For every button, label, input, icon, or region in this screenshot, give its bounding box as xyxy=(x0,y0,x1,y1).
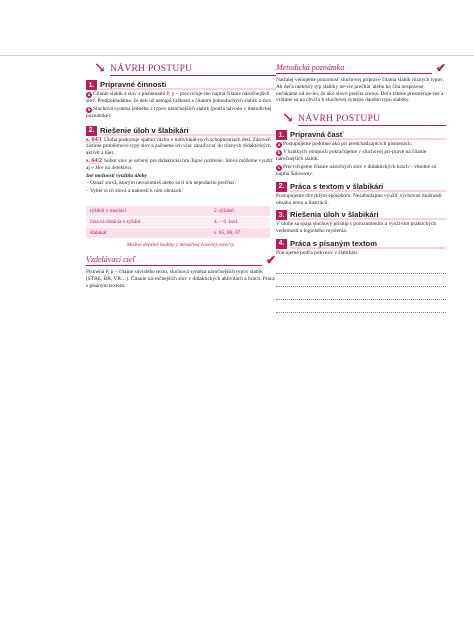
step-number: 4. xyxy=(276,239,287,249)
step-4-text: Pracujeme podľa pokynov v šlabikári. xyxy=(276,249,359,256)
bullet-b: b xyxy=(87,106,91,112)
step-1-item-c: c Precvičujeme čítanie náročných slov v didaktických hrách – vhodné sú najmä Šalovoniy. xyxy=(276,163,437,177)
right-column xyxy=(276,62,446,313)
checkmark-icon: ✔ xyxy=(435,61,446,75)
step-number: 3. xyxy=(276,210,287,220)
idea-item: – Vyber si tri slová a nakresli k nim obrázok. xyxy=(86,188,183,195)
bullet-b: b xyxy=(277,150,281,156)
step-1-item-b: b Sluchová syntéza jedného z typov náročnejších slabík (podľa návodu v metodickej poznámke). xyxy=(86,105,272,119)
idea-item: – Označ slová, ktorým nerozumieš alebo sa ti ich nepodarilo prečítať. xyxy=(86,180,237,187)
step-2-text: Postupujeme obvyklým spôsobom. Nezabúdajme využiť výchovné možnosti obsahu textu a ilustrácií. xyxy=(276,192,442,206)
method-note-heading xyxy=(276,62,446,74)
goal-heading xyxy=(86,254,276,266)
dotted-line xyxy=(276,263,446,274)
game-name: Tajné razítenie xyxy=(190,157,223,164)
step-number: 1. xyxy=(276,130,287,140)
step-1 xyxy=(276,130,446,140)
method-note-title: Metodická poznámka xyxy=(276,63,432,74)
table-cell-value: 4. – 6. hod. xyxy=(210,216,270,227)
table-cell-label: šlabikár xyxy=(86,227,210,238)
step-title: Riešenie úloh v šlabikári xyxy=(100,126,276,136)
step-title: Prípravné činnosti xyxy=(100,80,276,90)
table-cell-value: s. 65, 66, 67 xyxy=(210,227,270,238)
step-number: 2. xyxy=(86,126,97,136)
table-cell-label: časová dotácia v týždni xyxy=(86,216,210,227)
dotted-line xyxy=(276,276,446,287)
step-2 xyxy=(276,182,446,192)
notes-lines xyxy=(276,263,446,313)
table-row xyxy=(86,216,270,227)
bullet-a: a xyxy=(277,142,281,148)
step-1-item-a: a Čítanie slabík a slov s písmenami P, p – precvičuje-me najmä čítanie náročnejších slov. Predpokladáme, že deti už nemajú ťažkosti s čítaním jednoduchých slabík a slov. xyxy=(86,91,273,104)
task-64-2: s. 64/2 Súbor slov je určený pre didaktickú hru Tajné razítenie. Slová môžeme využiť aj v Hre na detektíva. xyxy=(86,157,273,171)
bullet-a: a xyxy=(87,92,91,97)
step-1-item-a: a Postupujeme podobne ako pri predchádzajúcich písmenách. xyxy=(277,141,413,148)
method-note-text: Naďalej venujeme pozornosť sluchovej príprave čítania slabík rôznych typov. Ak deťa niektorý typ slabiky ne-vie prečítať alebo ho číta nesprávne, nečakáme od ne-ho, že ako slovo prečíta znova. Deťa taktne presmeruje-me a vrátime sa na chvíľu k sluchovej syntéze daného typu slabiky. xyxy=(276,77,444,104)
dotted-line xyxy=(276,302,446,313)
step-number: 2. xyxy=(276,182,287,192)
step-1 xyxy=(86,80,276,90)
step-title: Práca s písaným textom xyxy=(290,239,446,249)
table-note: Možno doplniť hodiny z mesačnej časovej rezervy. xyxy=(126,241,236,248)
step-title: Práca s textom v šlabikári xyxy=(290,182,446,192)
step-title: Prípravná časť xyxy=(290,130,446,140)
step-4 xyxy=(276,239,446,249)
goal-title: Vzdelávací cieľ xyxy=(86,255,262,266)
goal-text: Písmená P, p – čítanie súvislého textu, sluchová syntéza náročnejších typov slabík (STRE, BR, VR…). Čítanie ná-ročnejších slov v didaktických aktivitách a hrách. Práca s písaným textom. xyxy=(86,268,275,289)
procedure-title: NÁVRH POSTUPU xyxy=(110,64,276,76)
step-2 xyxy=(86,126,276,136)
procedure-title: NÁVRH POSTUPU xyxy=(298,114,446,126)
table-cell-label: týždeň v mesiaci xyxy=(86,206,210,217)
task-64-1: s. 64/1 Úloha poskytuje spätnú väzbu o individuál-nych schopnostiach detí. Zároveň zistíme problémové typy slov a začneme ich viac zaraďovať do rôznych didaktických aktivít a hier. xyxy=(86,136,271,157)
arrow-icon: ↘ xyxy=(94,61,107,76)
procedure-heading xyxy=(282,112,446,126)
checkmark-icon: ✔ xyxy=(265,252,276,267)
page-ref: s. 64/1 xyxy=(86,136,103,143)
step-1-item-b: b V krátkych vstupoch pokračujeme v sluchovej prí-prave na čítanie náročnejších slabík. xyxy=(276,149,427,163)
schedule-table xyxy=(86,206,270,239)
bullet-c: c xyxy=(277,164,281,170)
left-column xyxy=(86,62,276,289)
procedure-heading xyxy=(94,62,276,76)
table-row xyxy=(86,227,270,238)
game-name: Šalovoniy xyxy=(290,170,312,177)
table-cell-value: 2. týždeň xyxy=(210,206,270,217)
top-divider xyxy=(0,55,474,56)
table-row xyxy=(86,206,270,217)
step-title: Riešenia úloh v šlabikári xyxy=(290,210,446,220)
arrow-icon: ↘ xyxy=(282,111,295,127)
step-3 xyxy=(276,210,446,220)
step-3-text: V úlohe sa spája sluchový prístup s porozumením a využi-tím praktických vedomostí a logického myslenia. xyxy=(276,221,437,235)
dotted-line xyxy=(276,289,446,300)
page-ref: s. 64/2 xyxy=(86,157,103,164)
ideas-heading: Iné možnosti využitia úlohy xyxy=(86,172,147,179)
game-name: Hre na detektíva xyxy=(95,164,132,171)
step-number: 1. xyxy=(86,80,97,90)
letters: P, p xyxy=(166,91,175,97)
